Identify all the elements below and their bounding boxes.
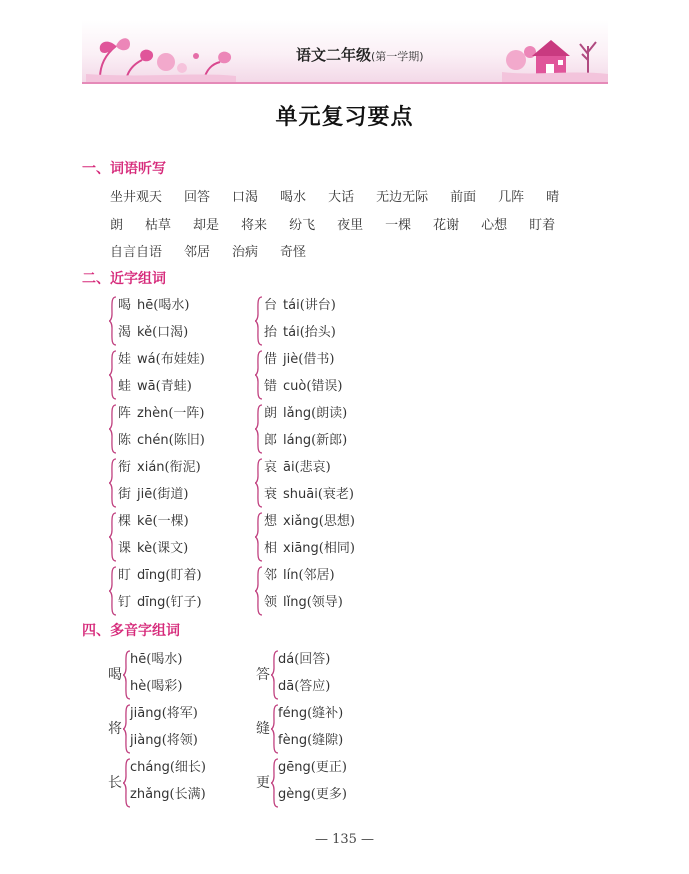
- polyphone-reading: [278, 675, 330, 694]
- entry-char: 娃: [118, 352, 132, 367]
- brace-icon: [108, 294, 118, 348]
- entry-pinyin: shuāi: [283, 487, 318, 502]
- section2-heading: 二、近字组词: [82, 271, 166, 287]
- pair-entry: [118, 321, 188, 340]
- vocab-word: 纷飞: [289, 218, 316, 233]
- entry-char: 朗: [264, 406, 278, 421]
- polyphone-char: 更: [256, 775, 270, 791]
- reading-pinyin: cháng: [130, 760, 170, 775]
- pair-entry: [118, 483, 188, 502]
- reading-pinyin: gèng: [278, 787, 311, 802]
- entry-pinyin: cuò: [283, 379, 307, 394]
- entry-word: (朗读): [311, 406, 348, 421]
- reading-pinyin: hē: [130, 652, 147, 667]
- word-line-3: [110, 241, 610, 260]
- entry-char: 蛙: [118, 379, 132, 394]
- reading-word: (将军): [161, 706, 198, 721]
- header-subtitle: (第一学期): [371, 50, 424, 63]
- entry-pinyin: jiè: [283, 352, 299, 367]
- entry-word: (悲哀): [294, 460, 331, 475]
- pair-entry: [264, 537, 355, 556]
- entry-char: 邻: [264, 568, 278, 583]
- entry-char: 借: [264, 352, 278, 367]
- entry-word: (课文): [152, 541, 189, 556]
- reading-word: (答应): [294, 679, 331, 694]
- entry-char: 衔: [118, 460, 132, 475]
- reading-pinyin: dá: [278, 652, 295, 667]
- entry-char: 渴: [118, 325, 132, 340]
- entry-word: (邻居): [298, 568, 335, 583]
- reading-word: (长满): [169, 787, 206, 802]
- entry-pinyin: wá: [137, 352, 156, 367]
- header-title: [296, 44, 424, 65]
- reading-pinyin: dā: [278, 679, 295, 694]
- entry-pinyin: kē: [137, 514, 153, 529]
- entry-char: 哀: [264, 460, 278, 475]
- reading-word: (喝彩): [146, 679, 183, 694]
- brace-icon: [108, 564, 118, 618]
- vocab-word: 几阵: [498, 190, 525, 205]
- vocab-word: 却是: [193, 218, 220, 233]
- polyphone-char: 喝: [108, 667, 122, 683]
- vocab-word: 枯草: [145, 218, 172, 233]
- polyphone-reading: [130, 648, 182, 667]
- brace-icon: [108, 348, 118, 402]
- polyphone-char: 答: [256, 667, 270, 683]
- reading-word: (缝隙): [307, 733, 344, 748]
- reading-pinyin: jiāng: [130, 706, 162, 721]
- pair-entry: [264, 456, 331, 475]
- entry-word: (一棵): [152, 514, 189, 529]
- polyphone-reading: [130, 729, 198, 748]
- pair-entry: [264, 510, 355, 529]
- brace-icon: [108, 510, 118, 564]
- entry-char: 棵: [118, 514, 132, 529]
- pair-entry: [264, 294, 336, 313]
- pair-entry: [118, 348, 205, 367]
- pair-entry: [264, 402, 347, 421]
- vocab-word: 盯着: [529, 218, 556, 233]
- pair-entry: [264, 348, 334, 367]
- entry-char: 郎: [264, 433, 278, 448]
- polyphone-reading: [278, 648, 330, 667]
- polyphone-reading: [278, 729, 343, 748]
- vocab-word: 口渴: [232, 190, 259, 205]
- polyphone-reading: [130, 783, 206, 802]
- vocab-word: 晴: [546, 190, 560, 205]
- entry-word: (一阵): [168, 406, 205, 421]
- entry-word: (抬头): [299, 325, 336, 340]
- entry-pinyin: xián: [137, 460, 165, 475]
- polyphone-char: 长: [108, 775, 122, 791]
- reading-word: (更多): [310, 787, 347, 802]
- section3-heading: 四、多音字组词: [82, 623, 180, 639]
- vocab-word: 奇怪: [280, 245, 307, 260]
- entry-pinyin: dīng: [137, 595, 166, 610]
- section1-heading: 一、词语听写: [82, 161, 166, 177]
- entry-char: 想: [264, 514, 278, 529]
- entry-word: (借书): [298, 352, 335, 367]
- entry-pinyin: hē: [137, 298, 154, 313]
- entry-pinyin: wā: [137, 379, 156, 394]
- right-house-decoration: [502, 26, 608, 84]
- vocab-word: 一棵: [385, 218, 412, 233]
- entry-char: 相: [264, 541, 278, 556]
- reading-word: (回答): [294, 652, 331, 667]
- entry-char: 阵: [118, 406, 132, 421]
- brace-icon: [254, 402, 264, 456]
- page-number: — 135 —: [314, 832, 375, 847]
- pair-entry: [118, 510, 189, 529]
- entry-word: (讲台): [299, 298, 336, 313]
- polyphone-reading: [130, 702, 198, 721]
- pair-entry: [264, 483, 354, 502]
- entry-word: (盯着): [165, 568, 202, 583]
- entry-pinyin: lǎng: [283, 406, 312, 421]
- entry-word: (街道): [152, 487, 189, 502]
- entry-char: 错: [264, 379, 278, 394]
- brace-icon: [254, 456, 264, 510]
- pair-entry: [264, 375, 343, 394]
- brace-icon: [254, 510, 264, 564]
- entry-word: (错误): [306, 379, 343, 394]
- entry-char: 课: [118, 541, 132, 556]
- entry-word: (领导): [306, 595, 343, 610]
- polyphone-reading: [278, 756, 347, 775]
- vocab-word: 回答: [184, 190, 211, 205]
- entry-word: (思想): [318, 514, 355, 529]
- word-line-2: [110, 214, 610, 233]
- entry-pinyin: āi: [283, 460, 295, 475]
- entry-pinyin: xiǎng: [283, 514, 319, 529]
- entry-char: 抬: [264, 325, 278, 340]
- entry-pinyin: láng: [283, 433, 312, 448]
- entry-pinyin: tái: [283, 298, 300, 313]
- brace-icon: [254, 348, 264, 402]
- vocab-word: 坐井观天: [110, 190, 163, 205]
- entry-pinyin: tái: [283, 325, 300, 340]
- pair-entry: [118, 591, 202, 610]
- vocab-word: 无边无际: [376, 190, 429, 205]
- header-banner: [82, 20, 608, 84]
- entry-pinyin: kè: [137, 541, 153, 556]
- entry-char: 领: [264, 595, 278, 610]
- entry-word: (口渴): [152, 325, 189, 340]
- entry-word: (布娃娃): [155, 352, 205, 367]
- entry-word: (钉子): [165, 595, 202, 610]
- reading-pinyin: gēng: [278, 760, 311, 775]
- brace-icon: [254, 294, 264, 348]
- vocab-word: 朗: [110, 218, 124, 233]
- vocab-word: 大话: [328, 190, 355, 205]
- header-title-text: 语文二年级: [296, 46, 372, 64]
- entry-char: 衰: [264, 487, 278, 502]
- left-plant-decoration: [86, 26, 236, 84]
- vocab-word: 自言自语: [110, 245, 163, 260]
- polyphone-reading: [278, 783, 347, 802]
- entry-char: 街: [118, 487, 132, 502]
- entry-word: (相同): [318, 541, 355, 556]
- entry-pinyin: lǐng: [283, 595, 307, 610]
- entry-char: 台: [264, 298, 278, 313]
- polyphone-char: 缝: [256, 721, 270, 737]
- polyphone-reading: [130, 675, 182, 694]
- entry-pinyin: dīng: [137, 568, 166, 583]
- entry-char: 陈: [118, 433, 132, 448]
- page-title: 单元复习要点: [275, 104, 414, 130]
- reading-word: (细长): [169, 760, 207, 775]
- pair-entry: [264, 429, 347, 448]
- entry-char: 喝: [118, 298, 132, 313]
- entry-pinyin: xiāng: [283, 541, 319, 556]
- entry-char: 钉: [118, 595, 132, 610]
- entry-pinyin: jiē: [137, 487, 153, 502]
- reading-word: (更正): [310, 760, 347, 775]
- entry-word: (新郎): [311, 433, 348, 448]
- pair-entry: [118, 456, 201, 475]
- polyphone-char: 将: [108, 721, 122, 737]
- vocab-word: 心想: [481, 218, 508, 233]
- entry-pinyin: lín: [283, 568, 299, 583]
- reading-pinyin: zhǎng: [130, 787, 170, 802]
- pair-entry: [264, 564, 335, 583]
- entry-pinyin: zhèn: [137, 406, 169, 421]
- reading-word: (喝水): [146, 652, 183, 667]
- pair-entry: [118, 402, 204, 421]
- pair-entry: [118, 375, 192, 394]
- pair-entry: [118, 564, 202, 583]
- vocab-word: 夜里: [337, 218, 364, 233]
- entry-word: (喝水): [153, 298, 190, 313]
- polyphone-reading: [278, 702, 343, 721]
- entry-word: (陈旧): [168, 433, 205, 448]
- word-line-1: [110, 186, 610, 205]
- reading-pinyin: jiàng: [130, 733, 162, 748]
- entry-word: (衔泥): [164, 460, 201, 475]
- reading-pinyin: hè: [130, 679, 147, 694]
- pair-entry: [264, 321, 336, 340]
- entry-word: (衰老): [317, 487, 355, 502]
- entry-char: 盯: [118, 568, 132, 583]
- brace-icon: [108, 456, 118, 510]
- entry-word: (青蛙): [155, 379, 192, 394]
- reading-word: (将领): [161, 733, 198, 748]
- pair-entry: [264, 591, 343, 610]
- brace-icon: [108, 402, 118, 456]
- vocab-word: 前面: [450, 190, 477, 205]
- vocab-word: 治病: [232, 245, 259, 260]
- reading-pinyin: féng: [278, 706, 308, 721]
- pair-entry: [118, 537, 188, 556]
- pair-entry: [118, 429, 205, 448]
- reading-pinyin: fèng: [278, 733, 308, 748]
- vocab-word: 喝水: [280, 190, 307, 205]
- vocab-word: 将来: [241, 218, 268, 233]
- vocab-word: 花谢: [433, 218, 460, 233]
- pair-entry: [118, 294, 189, 313]
- polyphone-reading: [130, 756, 206, 775]
- entry-pinyin: kě: [137, 325, 153, 340]
- brace-icon: [254, 564, 264, 618]
- entry-pinyin: chén: [137, 433, 169, 448]
- vocab-word: 邻居: [184, 245, 211, 260]
- reading-word: (缝补): [307, 706, 344, 721]
